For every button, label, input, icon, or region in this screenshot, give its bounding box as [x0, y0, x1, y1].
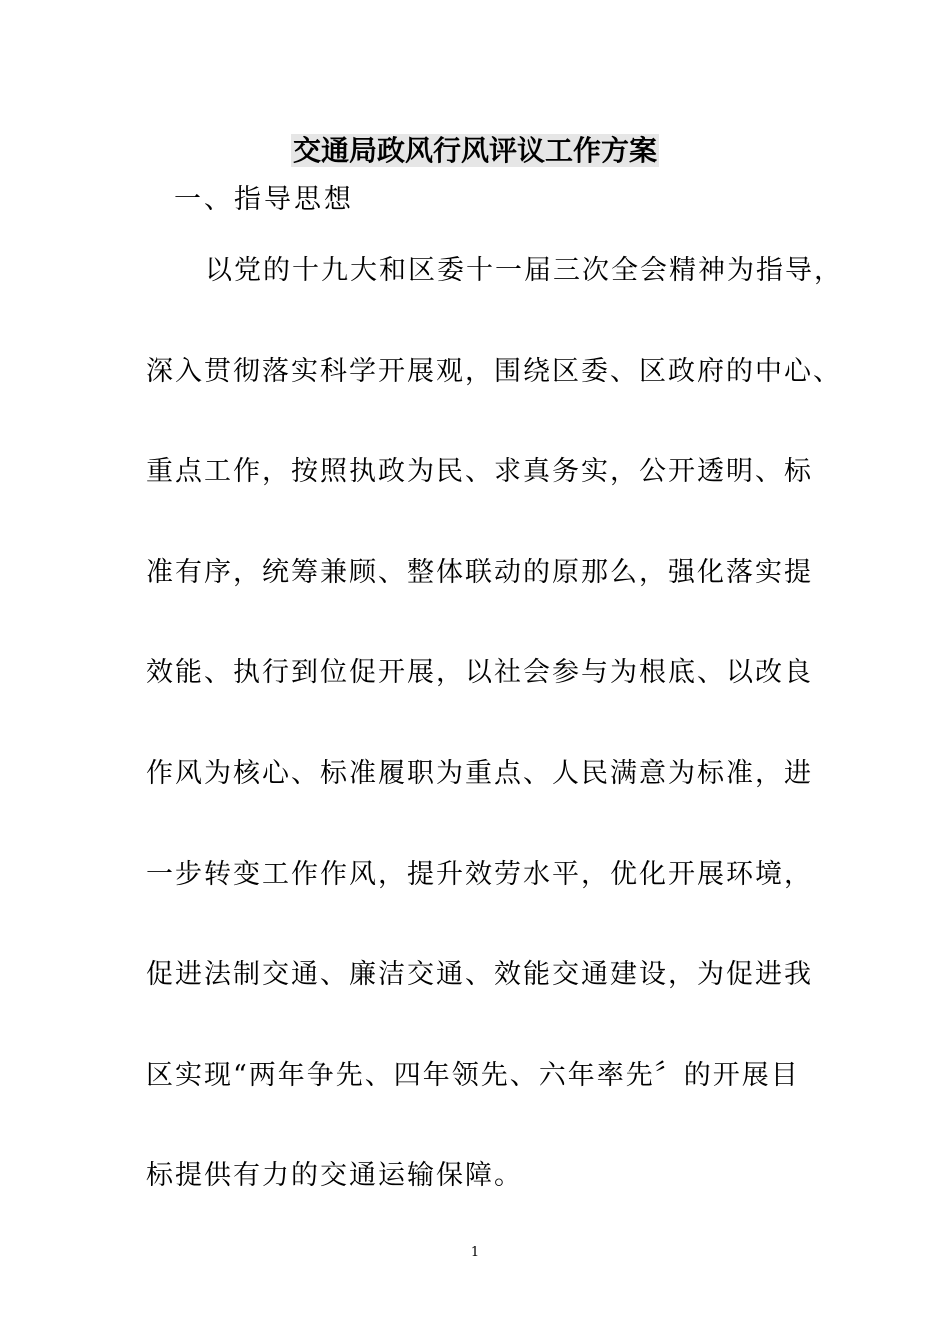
paragraph-line: 促进法制交通、廉洁交通、效能交通建设，为促进我 [146, 959, 813, 990]
section-heading: 一、指导思想 [174, 184, 354, 215]
document-title [0, 131, 950, 171]
paragraph-line: 标提供有力的交通运输保障。 [146, 1160, 523, 1191]
paragraph-line: 准有序，统筹兼顾、整体联动的原那么，强化落实提 [146, 557, 813, 588]
paragraph-line: 效能、执行到位促开展，以社会参与为根底、以改良 [146, 657, 813, 688]
paragraph-line: 深入贯彻落实科学开展观，围绕区委、区政府的中心、 [146, 356, 842, 387]
paragraph-line: 重点工作，按照执政为民、求真务实，公开透明、标 [146, 456, 813, 487]
paragraph-line: 以党的十九大和区委十一届三次全会精神为指导， [205, 255, 843, 286]
paragraph-line: 一步转变工作作风，提升效劳水平，优化开展环境， [146, 859, 813, 890]
document-title-text: 交通局政风行风评议工作方案 [292, 134, 657, 167]
paragraph-line: 区实现“两年争先、四年领先、六年率先〞的开展目 [146, 1060, 800, 1091]
paragraph-line: 作风为核心、标准履职为重点、人民满意为标准，进 [146, 758, 813, 789]
page-number: 1 [470, 1245, 480, 1260]
